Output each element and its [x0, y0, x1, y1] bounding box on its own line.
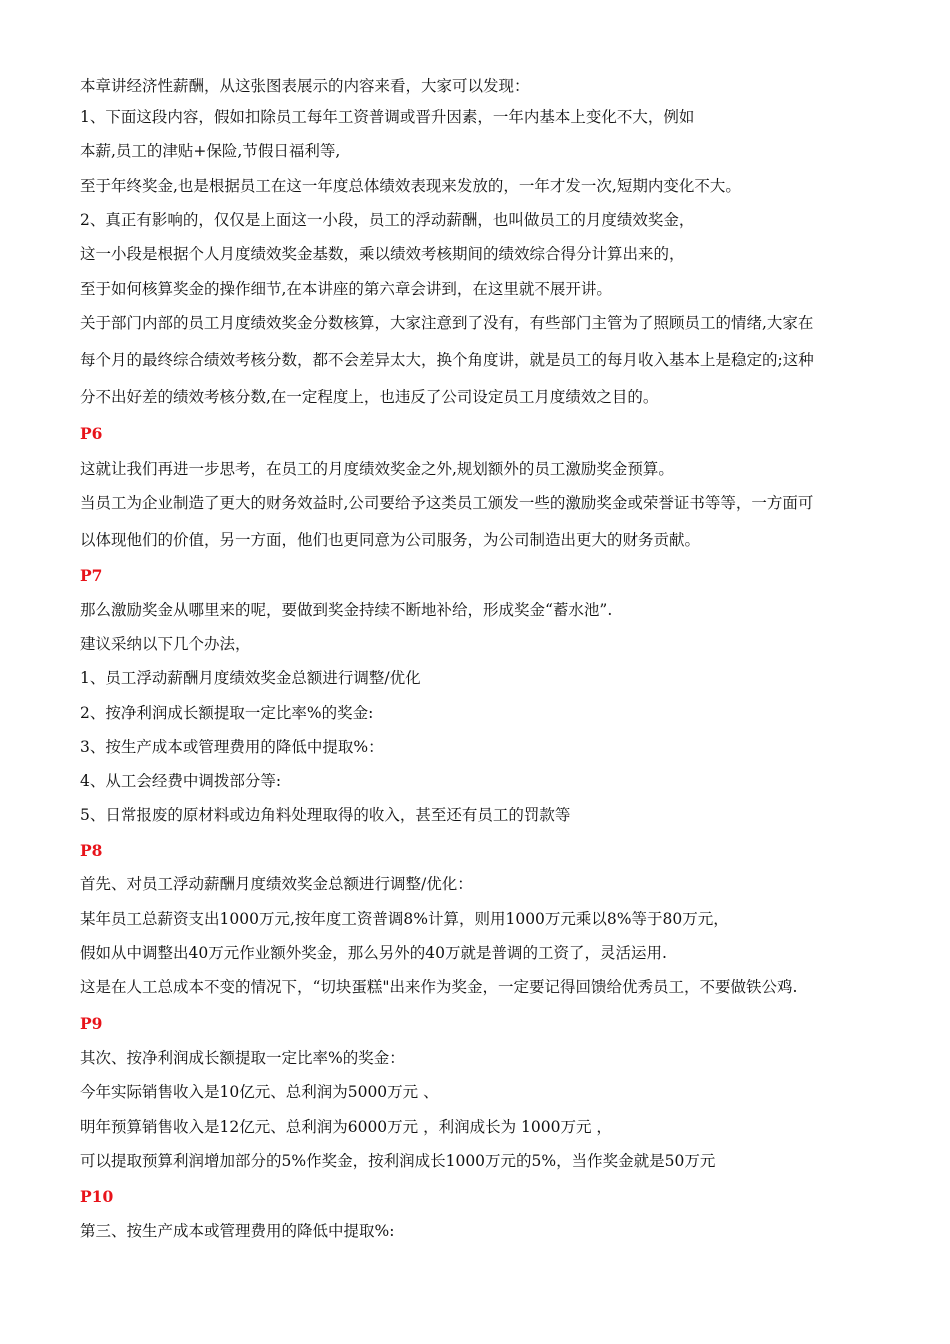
text-line: 这就让我们再进一步思考，在员工的月度绩效奖金之外,规划额外的员工激励奖金预算。	[80, 460, 674, 478]
page-marker-heading: P7	[80, 566, 103, 585]
text-line: 这一小段是根据个人月度绩效奖金基数，乘以绩效考核期间的绩效综合得分计算出来的，	[80, 245, 685, 263]
text-line: 关于部门内部的员工月度绩效奖金分数核算，大家注意到了没有，有些部门主管为了照顾员工的情绪,大家在	[80, 314, 814, 332]
text-line: 1、员工浮动薪酬月度绩效奖金总额进行调整/优化	[80, 669, 421, 687]
text-line: 至于如何核算奖金的操作细节,在本讲座的第六章会讲到，在这里就不展开讲。	[80, 280, 612, 298]
text-line: 某年员工总薪资支出1000万元,按年度工资普调8%计算，则用1000万元乘以8%等于80万元，	[80, 910, 729, 928]
text-line: 本章讲经济性薪酬，从这张图表展示的内容来看，大家可以发现：	[80, 77, 530, 95]
text-line: 建议采纳以下几个办法，	[80, 635, 251, 653]
text-line: 今年实际销售收入是10亿元、总利润为5000万元 、	[80, 1083, 439, 1101]
text-line: 2、真正有影响的，仅仅是上面这一小段，员工的浮动薪酬，也叫做员工的月度绩效奖金，	[80, 211, 695, 229]
text-line: 假如从中调整出40万元作业额外奖金，那么另外的40万就是普调的工资了，灵活运用.	[80, 944, 667, 962]
text-line: 2、按净利润成长额提取一定比率%的奖金:	[80, 704, 374, 722]
text-line: 那么激励奖金从哪里来的呢，要做到奖金持续不断地补给，形成奖金“蓄水池”.	[80, 601, 613, 619]
text-line: 第三、按生产成本或管理费用的降低中提取%:	[80, 1222, 395, 1240]
text-line: 至于年终奖金,也是根据员工在这一年度总体绩效表现来发放的，一年才发一次,短期内变化不大。	[80, 177, 741, 195]
page-marker-heading: P9	[80, 1014, 103, 1033]
page-marker-heading: P10	[80, 1187, 114, 1206]
text-line: 其次、按净利润成长额提取一定比率%的奖金：	[80, 1049, 405, 1067]
text-line: 5、日常报废的原材料或边角料处理取得的收入，甚至还有员工的罚款等	[80, 806, 571, 824]
text-line: 分不出好差的绩效考核分数,在一定程度上，也违反了公司设定员工月度绩效之目的。	[80, 388, 659, 406]
page-marker-heading: P6	[80, 424, 103, 443]
text-line: 以体现他们的价值，另一方面，他们也更同意为公司服务，为公司制造出更大的财务贡献。	[80, 531, 701, 549]
text-line: 明年预算销售收入是12亿元、总利润为6000万元 ，利润成长为 1000万元 ，	[80, 1118, 612, 1136]
text-line: 4、从工会经费中调拨部分等:	[80, 772, 282, 790]
text-line: 当员工为企业制造了更大的财务效益时,公司要给予这类员工颁发一些的激励奖金或荣誉证书等等，一方面可	[80, 494, 814, 512]
text-line: 每个月的最终综合绩效考核分数，都不会差异太大，换个角度讲，就是员工的每月收入基本上是稳定的;这种	[80, 351, 814, 369]
text-line: 这是在人工总成本不变的情况下，“切块蛋糕"出来作为奖金，一定要记得回馈给优秀员工，不要做铁公鸡.	[80, 978, 798, 996]
text-line: 1、下面这段内容，假如扣除员工每年工资普调或晋升因素，一年内基本上变化不大，例如	[80, 108, 695, 126]
text-line: 3、按生产成本或管理费用的降低中提取%：	[80, 738, 384, 756]
text-line: 本薪,员工的津贴+保险,节假日福利等,	[80, 142, 341, 160]
page-marker-heading: P8	[80, 841, 103, 860]
text-line: 首先、对员工浮动薪酬月度绩效奖金总额进行调整/优化：	[80, 875, 473, 893]
text-line: 可以提取预算利润增加部分的5%作奖金，按利润成长1000万元的5%，当作奖金就是50万元	[80, 1152, 716, 1170]
